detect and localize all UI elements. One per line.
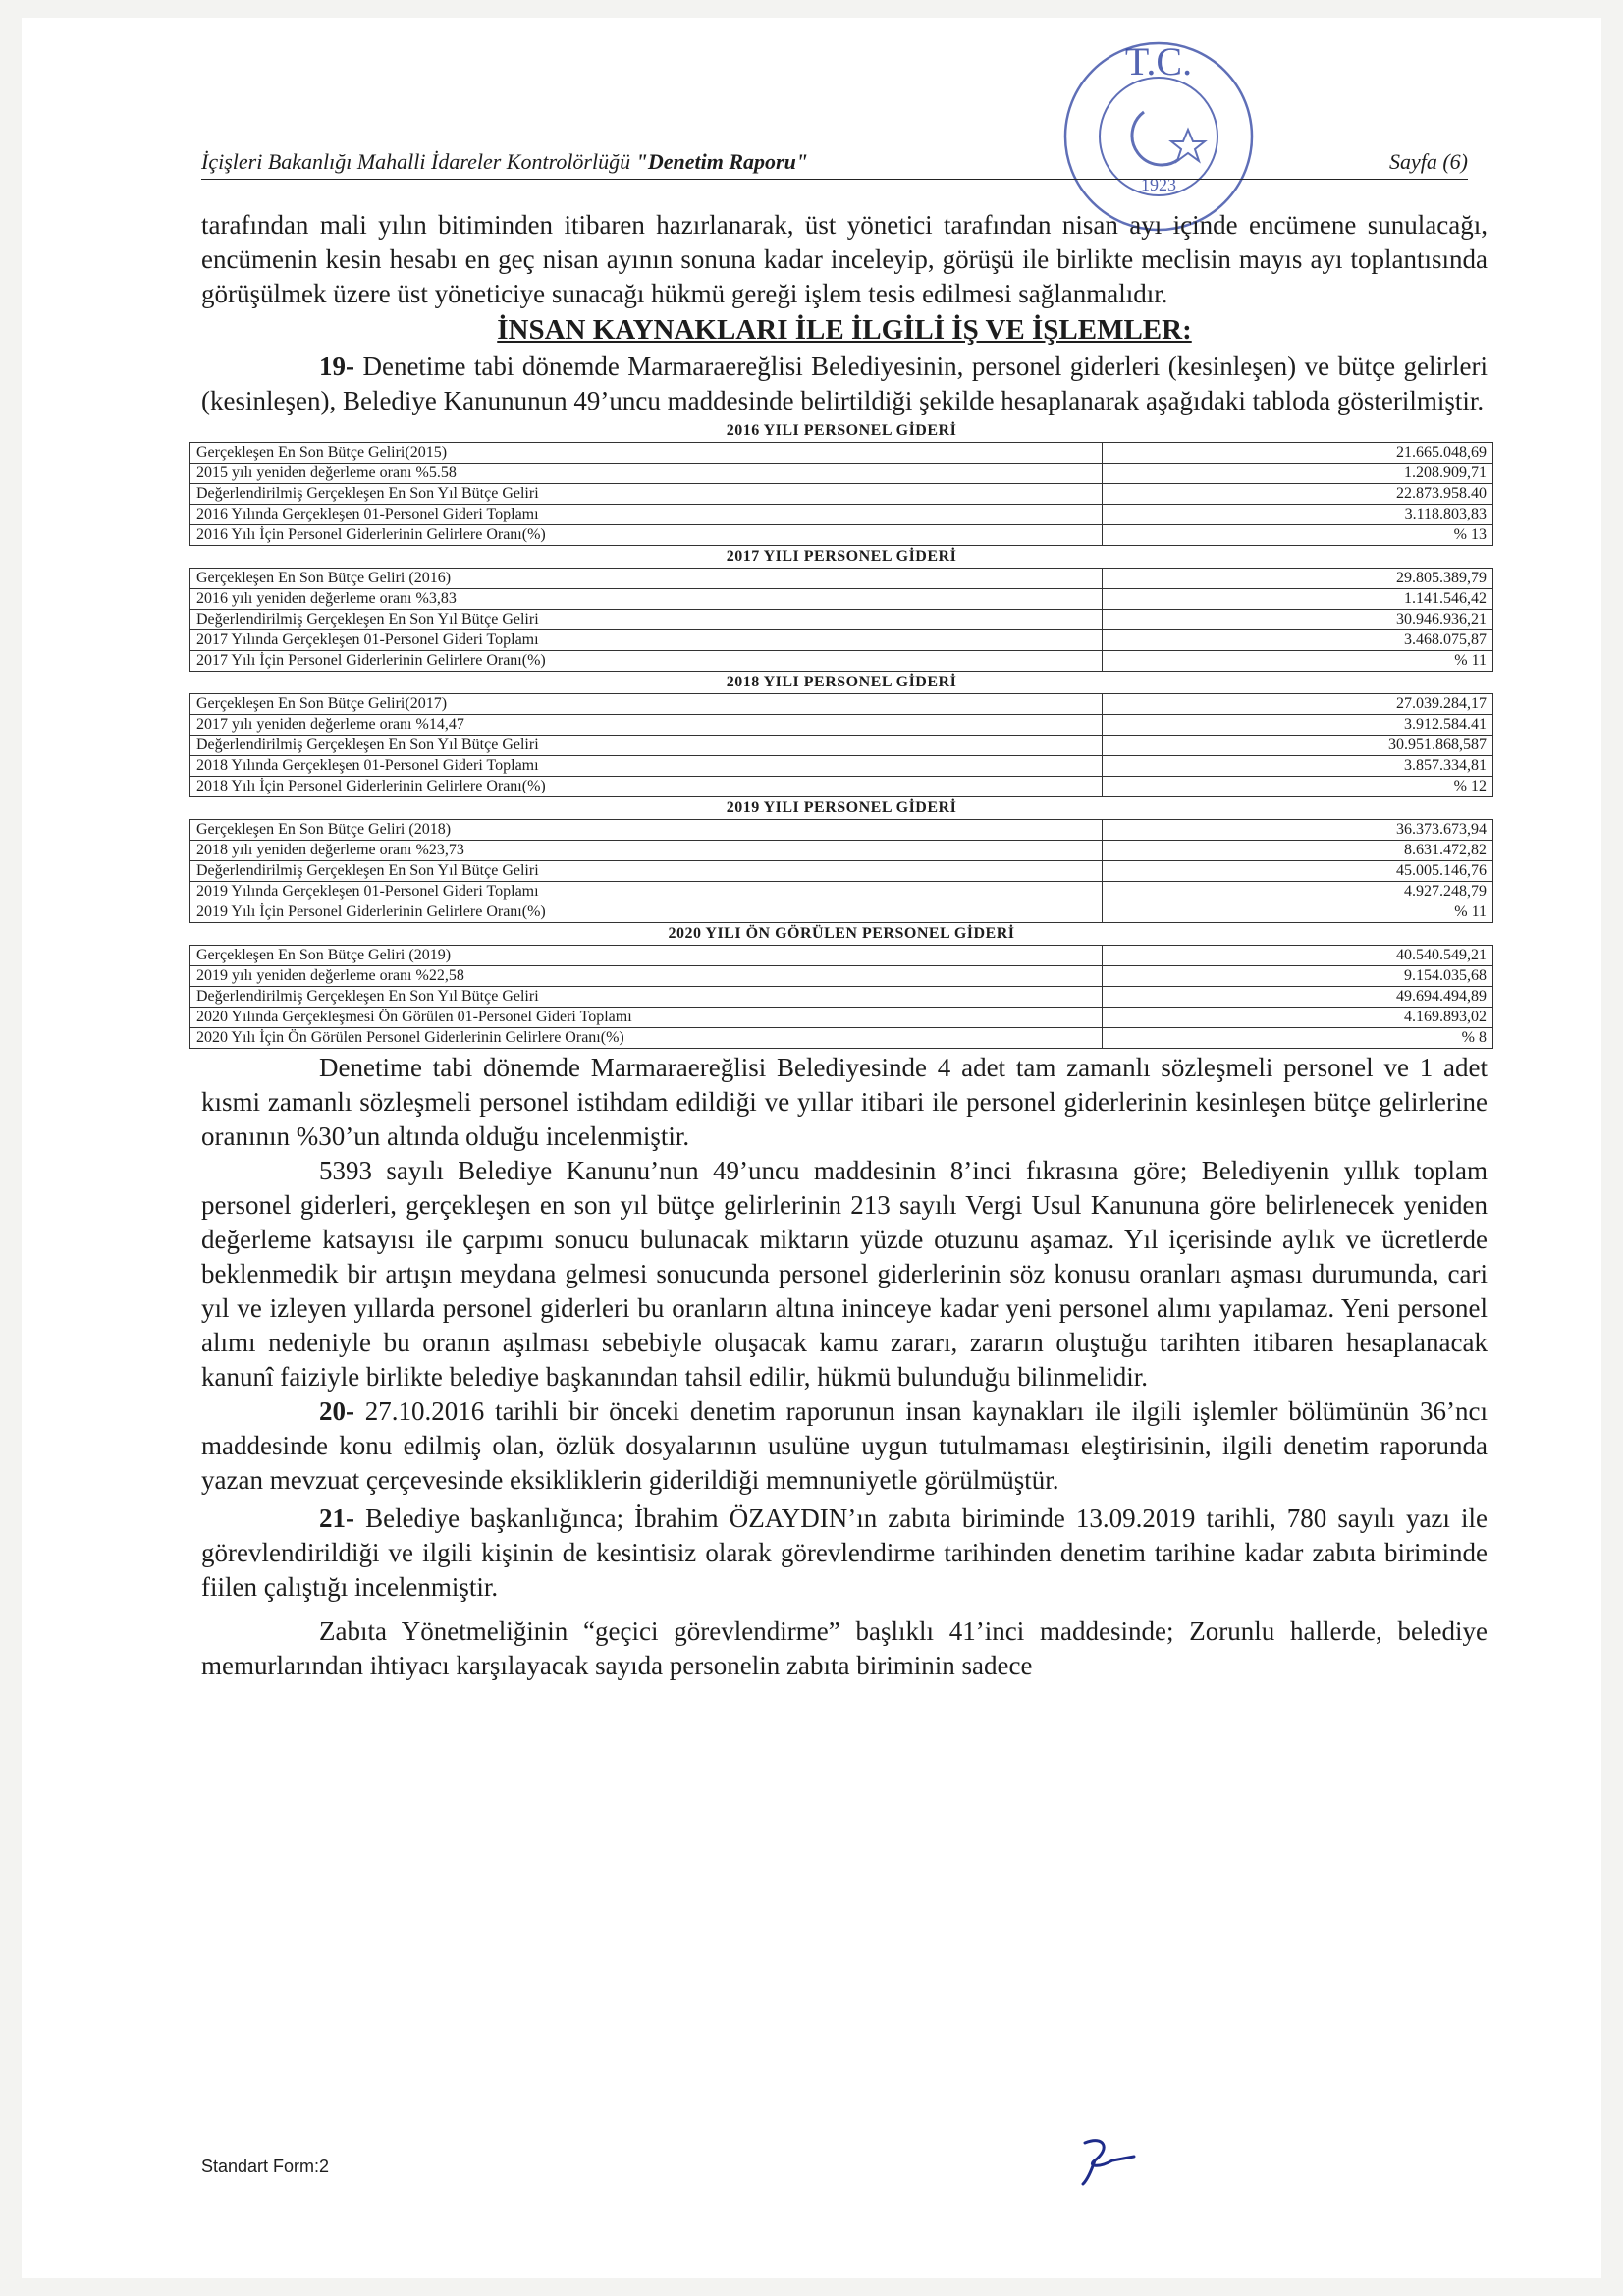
table-row-label: 2017 yılı yeniden değerleme oranı %14,47 <box>190 715 1103 736</box>
table-row <box>190 777 1493 797</box>
table-row <box>190 841 1493 861</box>
table-row-label: Gerçekleşen En Son Bütçe Geliri (2019) <box>190 946 1103 966</box>
table-row <box>190 882 1493 902</box>
para-after-table: Denetime tabi dönemde Marmaraereğlisi Belediyesinde 4 adet tam zamanlı sözleşmeli personel ve 1 adet kısmi zamanlı sözleşmeli personel istihdam edildiği ve yıllar itibari ile personel giderlerinin kesinleşen bütçe gelirlerine oranının %30’un altında olduğu incelenmiştir. <box>201 1053 1488 1151</box>
table-section-title-row <box>190 420 1493 443</box>
table-section-title-row <box>190 797 1493 820</box>
table-section-title: 2019 YILI PERSONEL GİDERİ <box>726 799 957 816</box>
table-section-title: 2016 YILI PERSONEL GİDERİ <box>726 422 957 439</box>
header-title-plain: İçişleri Bakanlığı Mahalli İdareler Kontrolörlüğü <box>201 149 636 174</box>
table-row <box>190 1028 1493 1049</box>
item-20-text: 27.10.2016 tarihli bir önceki denetim raporunun insan kaynakları ile ilgili işlemler bölümünün 36’ncı maddesinde konu edilmiş olan, özlük dosyalarının usulüne uygun tutulmaması eleştirisinin, ilgili denetim raporunda yazan mevzuat çerçevesinde eksikliklerin giderildiği memnuniyetle görülmüştür. <box>201 1396 1488 1495</box>
table-row-label: 2018 Yılı İçin Personel Giderlerinin Gelirlere Oranı(%) <box>190 777 1103 797</box>
table-row-value: 27.039.284,17 <box>1103 694 1493 715</box>
table-row-value: % 12 <box>1103 777 1493 797</box>
table-row <box>190 464 1493 484</box>
para-5393-law: 5393 sayılı Belediye Kanunu’nun 49’uncu maddesinin 8’inci fıkrasına göre; Belediyenin yıllık toplam personel giderleri, gerçekleşen en son yıl bütçe gelirlerinin 213 sayılı Vergi Usul Kanununa göre belirlenecek yeniden değerleme katsayısı ile çarpımı sonucu bulunacak miktarın yüzde otuzunu aşamaz. Yıl içerisinde aylık ve ücretlerde beklenmedik bir artışın meydana gelmesi sonucunda personel giderlerinin söz konusu oranları aşması durumunda, cari yıl ve izleyen yıllarda personel giderleri bu oranların altına ininceye kadar yeni personel alımı yapılamaz. Yeni personel alımı nedeniyle bu oranın aşılması sebebiyle oluşacak kamu zararı, zararın oluştuğu tarihten itibaren hesaplanacak kanunî faiziyle birlikte belediye başkanından tahsil edilir, hükmü bulunduğu bilinmelidir. <box>201 1156 1488 1392</box>
table-row <box>190 630 1493 651</box>
table-row-label: Değerlendirilmiş Gerçekleşen En Son Yıl Bütçe Geliri <box>190 861 1103 882</box>
table-row-label: Değerlendirilmiş Gerçekleşen En Son Yıl Bütçe Geliri <box>190 484 1103 505</box>
table-section-title-row <box>190 546 1493 569</box>
table-row-label: 2018 yılı yeniden değerleme oranı %23,73 <box>190 841 1103 861</box>
table-row <box>190 820 1493 841</box>
table-row-label: 2019 yılı yeniden değerleme oranı %22,58 <box>190 966 1103 987</box>
table-row-value: 30.951.868,587 <box>1103 736 1493 756</box>
table-row <box>190 966 1493 987</box>
table-section-title-row <box>190 672 1493 694</box>
table-row-value: 3.912.584.41 <box>1103 715 1493 736</box>
table-row-label: 2020 Yılı İçin Ön Görülen Personel Giderlerinin Gelirlere Oranı(%) <box>190 1028 1103 1049</box>
seal-year: 1923 <box>1141 175 1176 194</box>
header-title-bold: "Denetim Raporu" <box>635 149 809 174</box>
table-row-value: 4.927.248,79 <box>1103 882 1493 902</box>
item-19-number: 19- <box>319 352 354 381</box>
table-section-title: 2017 YILI PERSONEL GİDERİ <box>726 548 957 565</box>
item-21-text: Belediye başkanlığınca; İbrahim ÖZAYDIN’ın zabıta biriminde 13.09.2019 tarihli, 780 sayılı yazı ile görevlendirildiği ve ilgili kişinin de kesintisiz olarak görevlendirme tarihinden denetim tarihine kadar zabıta biriminde fiilen çalıştığı incelenmiştir. <box>201 1503 1488 1602</box>
table-row-value: 22.873.958.40 <box>1103 484 1493 505</box>
table-row-label: Değerlendirilmiş Gerçekleşen En Son Yıl Bütçe Geliri <box>190 987 1103 1008</box>
table-row-label: Gerçekleşen En Son Bütçe Geliri(2015) <box>190 443 1103 464</box>
table-row-value: % 13 <box>1103 525 1493 546</box>
table-row-label: Gerçekleşen En Son Bütçe Geliri(2017) <box>190 694 1103 715</box>
table-row-label: 2015 yılı yeniden değerleme oranı %5.58 <box>190 464 1103 484</box>
table-row-label: Değerlendirilmiş Gerçekleşen En Son Yıl Bütçe Geliri <box>190 610 1103 630</box>
table-row-value: 40.540.549,21 <box>1103 946 1493 966</box>
table-row <box>190 694 1493 715</box>
table-row <box>190 902 1493 923</box>
table-row-label: 2019 Yılı İçin Personel Giderlerinin Gelirlere Oranı(%) <box>190 902 1103 923</box>
table-row <box>190 651 1493 672</box>
table-row-value: 1.141.546,42 <box>1103 589 1493 610</box>
table-row <box>190 715 1493 736</box>
table-row-value: 1.208.909,71 <box>1103 464 1493 484</box>
table-section-title: 2020 YILI ÖN GÖRÜLEN PERSONEL GİDERİ <box>668 925 1015 942</box>
table-row <box>190 987 1493 1008</box>
table-row-label: 2018 Yılında Gerçekleşen 01-Personel Gideri Toplamı <box>190 756 1103 777</box>
table-section-title-row <box>190 923 1493 946</box>
table-row <box>190 861 1493 882</box>
footer-form-label: Standart Form:2 <box>201 2157 330 2176</box>
table-row-label: 2020 Yılında Gerçekleşmesi Ön Görülen 01-Personel Gideri Toplamı <box>190 1008 1103 1028</box>
table-row-value: 8.631.472,82 <box>1103 841 1493 861</box>
table-row-label: Gerçekleşen En Son Bütçe Geliri (2018) <box>190 820 1103 841</box>
table-row-value: 3.118.803,83 <box>1103 505 1493 525</box>
table-row-value: 49.694.494,89 <box>1103 987 1493 1008</box>
item-19-paragraph <box>201 350 1488 418</box>
item-19-text: Denetime tabi dönemde Marmaraereğlisi Belediyesinin, personel giderleri (kesinleşen) ve bütçe gelirleri (kesinleşen), Belediye Kanununun 49’uncu maddesinde belirtildiği şekilde hesaplanarak aşağıdaki tabloda gösterilmiştir. <box>201 352 1488 415</box>
table-row-label: Değerlendirilmiş Gerçekleşen En Son Yıl Bütçe Geliri <box>190 736 1103 756</box>
table-row-value: 45.005.146,76 <box>1103 861 1493 882</box>
table-row-value: 4.169.893,02 <box>1103 1008 1493 1028</box>
table-row <box>190 736 1493 756</box>
table-row <box>190 569 1493 589</box>
signature-mark <box>1065 2131 1154 2190</box>
table-row-value: % 11 <box>1103 902 1493 923</box>
table-row <box>190 1008 1493 1028</box>
item-20-paragraph <box>201 1394 1488 1498</box>
page-number: Sayfa (6) <box>1388 149 1468 174</box>
table-row <box>190 946 1493 966</box>
intro-paragraph: tarafından mali yılın bitiminden itibaren hazırlanarak, üst yönetici tarafından nisan ayı içinde encümene sunulacağı, encümenin kesin hesabı en geç nisan ayının sonuna kadar inceleyip, görüşü ile birlikte meclisin mayıs ayı toplantısında görüşülmek üzere üst yöneticiye sunacağı hükmü gereği işlem tesis edilmesi sağlanmalıdır. <box>201 210 1488 308</box>
item-20-number: 20- <box>319 1396 354 1426</box>
page-header <box>201 143 1468 180</box>
table-row-label: 2016 yılı yeniden değerleme oranı %3,83 <box>190 589 1103 610</box>
table-row-value: 30.946.936,21 <box>1103 610 1493 630</box>
table-row <box>190 525 1493 546</box>
para-zabita-regulation: Zabıta Yönetmeliğinin “geçici görevlendirme” başlıklı 41’inci maddesinde; Zorunlu hallerde, belediye memurlarından ihtiyacı karşılayacak sayıda personelin zabıta biriminin sadece <box>201 1616 1488 1680</box>
table-row-value: % 11 <box>1103 651 1493 672</box>
table-row-value: 29.805.389,79 <box>1103 569 1493 589</box>
table-row-label: 2019 Yılında Gerçekleşen 01-Personel Gideri Toplamı <box>190 882 1103 902</box>
header-title <box>201 149 808 175</box>
table-row-label: 2016 Yılında Gerçekleşen 01-Personel Gideri Toplamı <box>190 505 1103 525</box>
table-row-value: % 8 <box>1103 1028 1493 1049</box>
table-row-label: Gerçekleşen En Son Bütçe Geliri (2016) <box>190 569 1103 589</box>
table-row-value: 3.468.075,87 <box>1103 630 1493 651</box>
table-row-value: 9.154.035,68 <box>1103 966 1493 987</box>
table-row <box>190 484 1493 505</box>
table-row <box>190 443 1493 464</box>
table-row <box>190 756 1493 777</box>
table-row <box>190 505 1493 525</box>
item-21-number: 21- <box>319 1503 354 1533</box>
table-row-value: 21.665.048,69 <box>1103 443 1493 464</box>
table-row <box>190 610 1493 630</box>
table-row-value: 36.373.673,94 <box>1103 820 1493 841</box>
seal-top-text: T.C. <box>1124 39 1193 83</box>
table-row-label: 2016 Yılı İçin Personel Giderlerinin Gelirlere Oranı(%) <box>190 525 1103 546</box>
document-body <box>196 208 1488 1683</box>
table-section-title: 2018 YILI PERSONEL GİDERİ <box>726 674 957 690</box>
table-row <box>190 589 1493 610</box>
table-row-label: 2017 Yılı İçin Personel Giderlerinin Gelirlere Oranı(%) <box>190 651 1103 672</box>
section-title: İNSAN KAYNAKLARI İLE İLGİLİ İŞ VE İŞLEMLER: <box>497 314 1192 346</box>
personnel-expense-table <box>189 420 1493 1049</box>
table-row-value: 3.857.334,81 <box>1103 756 1493 777</box>
item-21-paragraph <box>201 1502 1488 1605</box>
table-row-label: 2017 Yılında Gerçekleşen 01-Personel Gideri Toplamı <box>190 630 1103 651</box>
